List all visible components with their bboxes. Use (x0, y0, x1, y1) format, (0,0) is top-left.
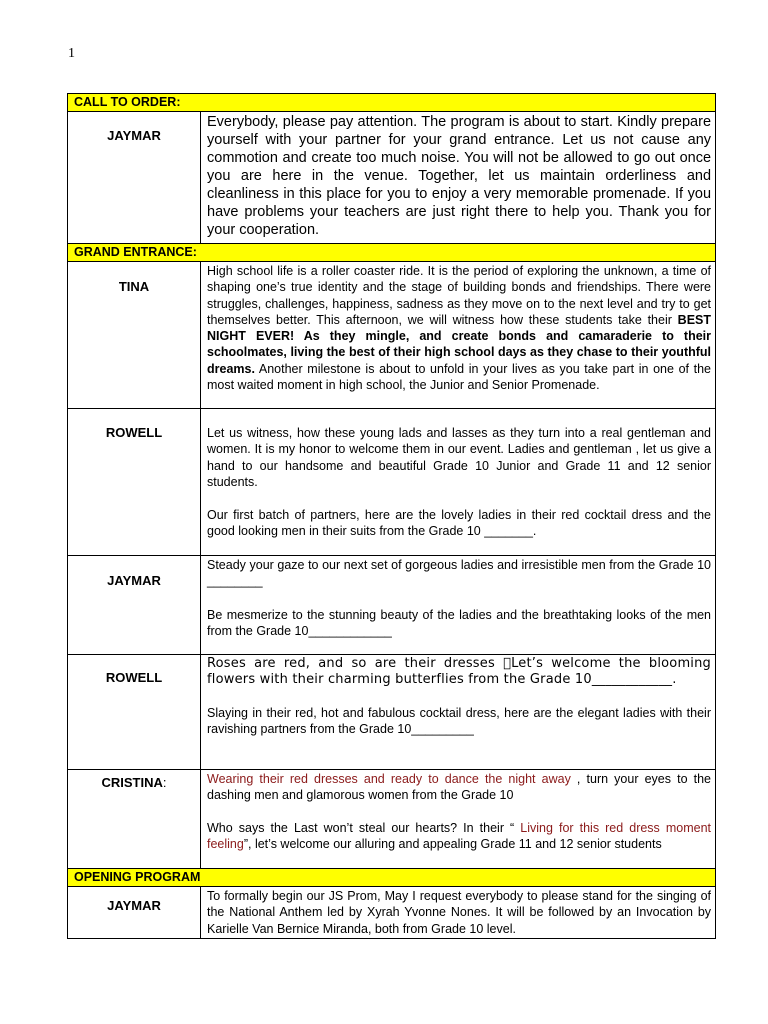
script-row (68, 262, 716, 409)
script-row (68, 655, 716, 770)
script-paragraph: To formally begin our JS Prom, May I request everybody to please stand for the singing of the National Anthem led by Xyrah Yvonne Nones. It will be followed by an Invocation by Karielle Van Bernice Miranda, both from Grade 10 level. (207, 889, 712, 936)
script-paragraph: Roses are red, and so are their dresses Let’s welcome the blooming flowers with their charming butterflies from the Grade 10____________. (207, 656, 712, 688)
section-call-to-order (68, 94, 716, 112)
speaker-name-text: CRISTINA (101, 775, 163, 790)
speaker-name (101, 773, 166, 790)
speaker-name: JAYMAR (107, 128, 161, 143)
script-row (68, 409, 716, 556)
text-run: , turn your eyes to the dashing men and glamorous women from the Grade 10 (207, 772, 712, 803)
script-paragraph: Slaying in their red, hot and fabulous cocktail dress, here are the elegant ladies with their ravishing partners from the Grade 10_________ (207, 705, 712, 736)
section-heading: GRAND ENTRANCE: (68, 244, 716, 262)
script-text (201, 887, 716, 939)
text-run: High school life is a roller coaster ride. It is the period of exploring the unknown, a time of shaping one’s true identity and the stage of building bonds and friendships. There were struggles, challenges, happiness, sadness as they move on to the next level and try to get themselves better. This afternoon, we will witness how these students take their (207, 264, 712, 327)
script-row (68, 770, 716, 869)
speaker-name: ROWELL (105, 425, 163, 440)
script-paragraph (207, 771, 711, 804)
speaker-cell (68, 556, 201, 655)
speaker-name: JAYMAR (107, 573, 161, 588)
speaker-cell (68, 262, 201, 409)
script-paragraph: Let us witness, how these young lads and lasses as they turn into a real gentleman and women. It is my honor to welcome them in our event. Ladies and gentleman , let us give a hand to our handsome and beautiful Grade 10 Junior and Grade 11 and 12 senior students. (207, 426, 712, 489)
text-run: Another milestone is about to unfold in your lives as you take part in one of the most waited moment in high school, the Junior and Senior Promenade. (207, 361, 712, 393)
script-text (201, 655, 716, 770)
script-text (201, 409, 716, 556)
red-text-run: Wearing their red dresses and ready to dance the night away (207, 772, 571, 786)
script-text (201, 556, 716, 655)
speaker-cell (68, 770, 201, 869)
script-paragraph: Our first batch of partners, here are the lovely ladies in their red cocktail dress and the good looking men in their suits from the Grade 10 _______. (207, 508, 712, 539)
page-number: 1 (68, 46, 75, 61)
script-paragraph: Everybody, please pay attention. The program is about to start. Kindly prepare yourself with your partner for your grand entrance. Let us not cause any commotion and create too much noise. You will not be allowed to go out once you are here in the venue. Together, let us maintain orderliness and cleanliness in this place for you to enjoy a very memorable promenade. If you have problems your teachers are just right there to help you. Thank you for your cooperation. (207, 114, 712, 238)
speaker-name: ROWELL (105, 670, 163, 685)
text-run: Who says the Last won’t steal our hearts? In their “ (207, 820, 515, 835)
script-text (201, 770, 716, 869)
speaker-cell (68, 655, 201, 770)
red-text-run: Living for this red dress moment feeling (207, 820, 712, 851)
program-script-table (67, 93, 716, 939)
speaker-colon: : (162, 775, 167, 790)
script-row (68, 556, 716, 655)
script-paragraph (207, 820, 711, 853)
speaker-cell (68, 409, 201, 556)
bold-text-run: BEST NIGHT EVER! As they mingle, and create bonds and camaraderie to their schoolmates, living the best of their high school days as they chase to their youthful dreams. (207, 312, 712, 376)
section-opening-program (68, 869, 716, 887)
speaker-cell (68, 887, 201, 939)
script-text (201, 262, 716, 409)
script-paragraph: Steady your gaze to our next set of gorgeous ladies and irresistible men from the Grade 10 ________ (207, 558, 712, 589)
script-text (201, 112, 716, 244)
text-run: ”, let’s welcome our alluring and appealing Grade 11 and 12 senior students (243, 836, 662, 851)
section-grand-entrance (68, 244, 716, 262)
speaker-name: TINA (118, 279, 150, 294)
section-heading: CALL TO ORDER: (68, 94, 716, 112)
script-row (68, 887, 716, 939)
script-row (68, 112, 716, 244)
speaker-cell (68, 112, 201, 244)
section-heading: OPENING PROGRAM (68, 869, 716, 887)
script-paragraph: Be mesmerize to the stunning beauty of the ladies and the breathtaking looks of the men from the Grade 10____________ (207, 607, 712, 638)
speaker-name: JAYMAR (107, 898, 161, 913)
script-paragraph (207, 263, 711, 393)
